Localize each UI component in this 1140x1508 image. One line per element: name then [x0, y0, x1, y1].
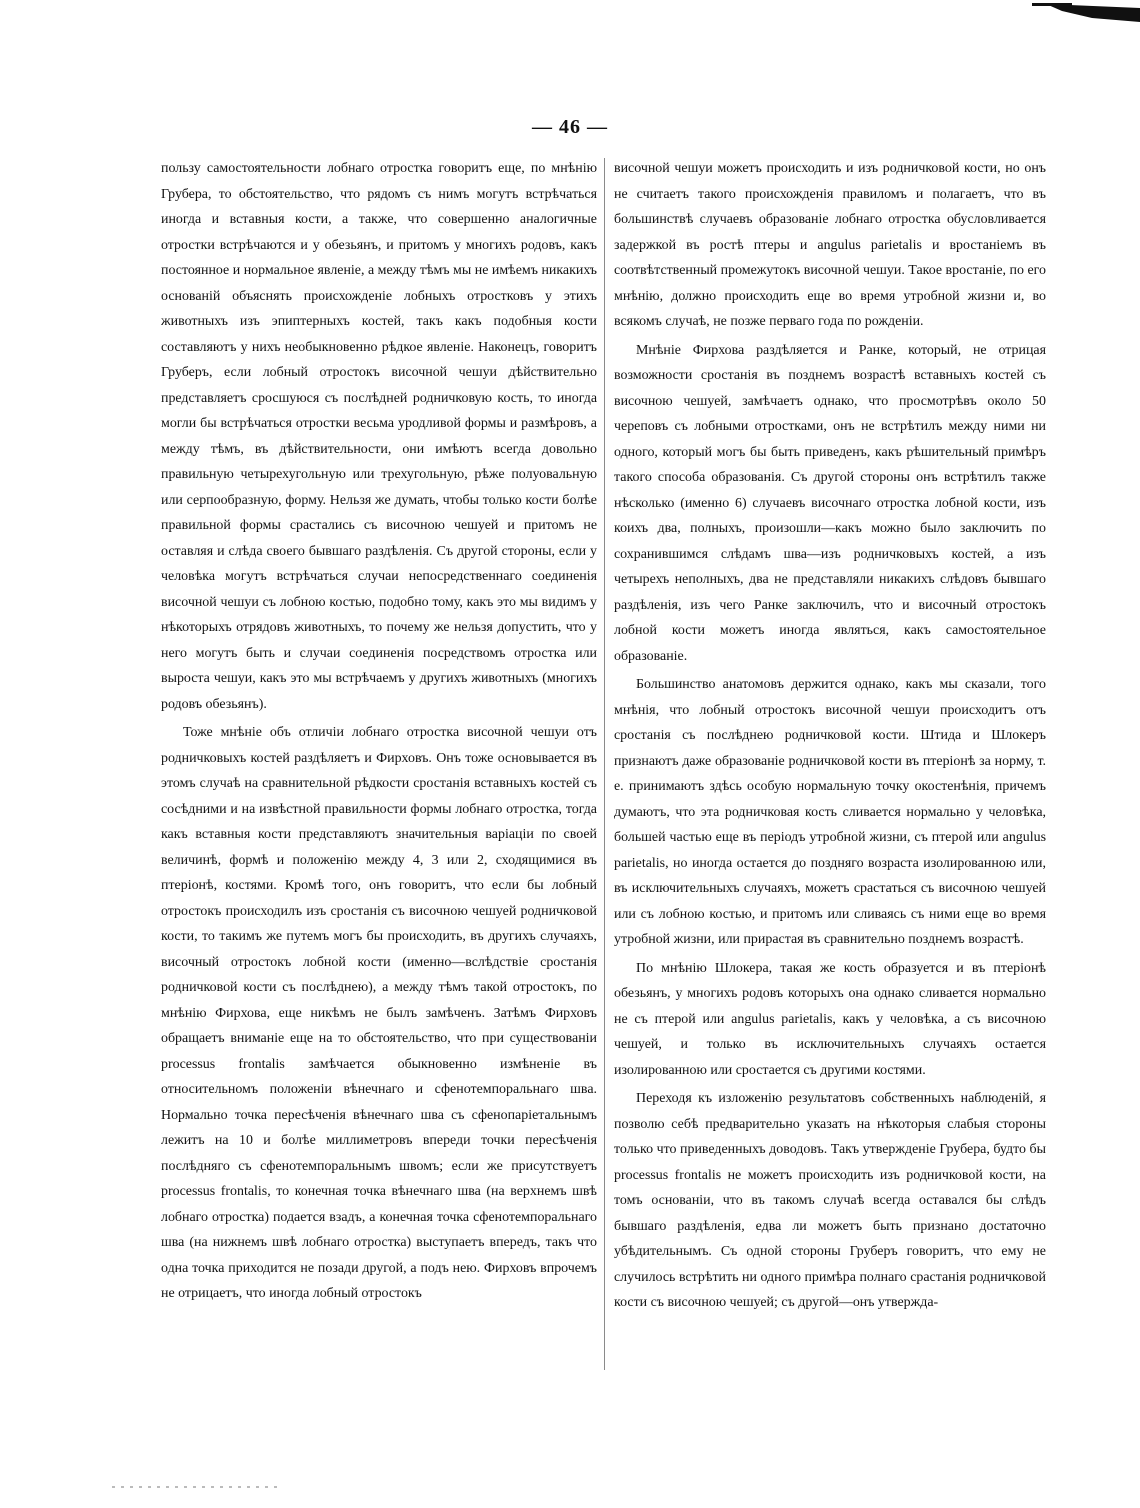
scan-edge-mark [1032, 0, 1140, 24]
page-number: — 46 — [532, 116, 608, 138]
paragraph: Большинство анатомовъ держится однако, какъ мы сказали, того мнѣнія, что лобный отростокъ височной чешуи происходитъ отъ сростанія съ послѣднею родничковой кости. Штида и Шлокеръ признаютъ даже образованіе родничковой кости въ птеріонѣ за норму, т. е. принимаютъ здѣсь особую нормальную точку окостенѣнія, причемъ думаютъ, что эта родничковая кость сливается нормально у человѣка, большей частью еще въ періодъ утробной жизни, съ птерой или angulus parietalis, но иногда остается до поздняго возраста изолированною или, въ исключительныхъ случаяхъ, можетъ срастаться съ височною чешуей или съ лобною костью, и притомъ или сливаясь съ ними еще во время утробной жизни, или прирастая въ сравнительно позднемъ возрастѣ. [614, 677, 1046, 947]
paragraph: Тоже мнѣніе объ отличіи лобнаго отростка височной чешуи отъ родничковыхъ костей раздѣляетъ и Фирховъ. Онъ тоже основывается въ этомъ случаѣ на сравнительной рѣдкости сростанія вставныхъ костей съ сосѣдними и на извѣстной правильности формы лобнаго отростка, тогда какъ вставныя кости представляютъ значительныя варіаціи по своей величинѣ, формѣ и положенію между 4, 3 или 2, сходящимися въ птеріонѣ, костями. Кромѣ того, онъ говоритъ, что если бы лобный отростокъ происходилъ изъ сростанія съ височною чешуей родничковой кости, то такимъ же путемъ могъ бы происходить, въ другихъ случаяхъ, височный отростокъ лобной кости (именно—вслѣдствіе сростанія родничковой кости съ послѣднею), а между тѣмъ такой отростокъ, по мнѣнію Фирхова, еще никѣмъ не былъ замѣченъ. Затѣмъ Фирховъ обращаетъ вниманіе еще на то обстоятельство, что при существованіи processus frontalis замѣчается обыкновенно измѣненіе въ относительномъ положеніи вѣнечнаго и сфенотемпоральнаго шва. Нормально точка пересѣченія вѣнечнаго шва съ сфенопаріетальнымъ лежитъ на 10 и болѣе миллиметровъ впереди точки пересѣченія послѣдняго съ сфенотемпоральнымъ швомъ; если же присутствуетъ processus frontalis, то конечная точка вѣнечнаго шва (на верхнемъ швѣ лобнаго отростка) подается взадъ, а конечная точка сфенотемпоральнаго шва (на нижнемъ швѣ лобнаго отростка) выступаетъ впередъ, такъ что одна точка приходится не позади другой, а подъ нею. Фирховъ впрочемъ не отрицаетъ, что иногда лобный отростокъ [161, 725, 597, 1301]
scan-dash-mark [112, 1484, 282, 1490]
paragraph: височной чешуи можетъ происходить и изъ родничковой кости, но онъ не считаетъ такого происхожденія правиломъ и полагаетъ, что въ большинствѣ случаевъ образованіе лобнаго отростка обусловливается задержкой въ ростѣ птеры и angulus parietalis и вростаніемъ въ соотвѣтственный промежутокъ височной чешуи. Такое вростаніе, по его мнѣнію, должно происходить еще во время утробной жизни и, во всякомъ случаѣ, не позже перваго года по рожденіи. [614, 161, 1046, 329]
left-column [161, 156, 597, 1376]
paragraph: пользу самостоятельности лобнаго отростка говоритъ еще, по мнѣнію Грубера, то обстоятельство, что рядомъ съ нимъ могутъ встрѣчаться иногда и вставныя кости, а также, что совершенно аналогичные отростки встрѣчаются и у обезьянъ, и притомъ у многихъ родовъ, какъ постоянное и нормальное явленіе, а между тѣмъ мы не имѣемъ никакихъ основаній объяснять происхожденіе лобныхъ отростковъ у этихъ животныхъ изъ эпиптерныхъ костей, такъ какъ подобныя кости составляютъ у нихъ необыкновенно рѣдкое явленіе. Наконецъ, говоритъ Груберъ, если лобный отростокъ височной чешуи дѣйствительно представляетъ сросшуюся съ послѣдней родничковую кость, то иногда могли бы встрѣчаться отростки весьма уродливой формы и размѣровъ, а между тѣмъ, въ дѣйствительности, они имѣютъ всегда довольно правильную четырехугольную или трехугольную, рѣже полуовальную или серпообразную, форму. Нельзя же думать, чтобы только кости болѣе правильной формы срастались съ височною чешуей и притомъ не оставляя и слѣда своего бывшаго раздѣленія. Съ другой стороны, если у человѣка могутъ встрѣчаться случаи непосредственнаго соединенія височной чешуи съ лобною костью, подобно тому, какъ это мы видимъ у нѣкоторыхъ отрядовъ животныхъ, то почему же нельзя допустить, что у него могутъ быть и случаи соединенія посредствомъ отростка или выроста чешуи, какъ это мы встрѣчаемъ у другихъ животныхъ (многихъ родовъ обезьянъ). [161, 161, 597, 712]
right-column [614, 156, 1046, 1376]
paragraph: По мнѣнію Шлокера, такая же кость образуется и въ птеріонѣ обезьянъ, у многихъ родовъ которыхъ она однако сливается нормально не съ птерой или angulus parietalis, какъ у человѣка, а съ височною чешуей, и только въ исключительныхъ случаяхъ остается изолированною или сростается съ другими костями. [614, 960, 1046, 1078]
paragraph: Переходя къ изложенію результатовъ собственныхъ наблюденій, я позволю себѣ предварительно указать на нѣкоторыя слабыя стороны только что приведенныхъ доводовъ. Такъ утвержденіе Грубера, будто бы processus frontalis не можетъ происходить изъ родничковой кости, на томъ основаніи, что въ такомъ случаѣ всегда оставался бы слѣдъ бывшаго раздѣленія, едва ли можетъ быть признано достаточно убѣдительнымъ. Съ одной стороны Груберъ говоритъ, что ему не случилось встрѣтить ни одного примѣра полнаго срастанія родничковой кости съ височною чешуей; съ другой—онъ утвержда- [614, 1091, 1046, 1310]
column-divider [604, 158, 605, 1370]
paragraph: Мнѣніе Фирхова раздѣляется и Ранке, который, не отрицая возможности сростанія въ позднемъ возрастѣ вставныхъ костей съ височною чешуей, замѣчаетъ однако, что просмотрѣвъ около 50 череповъ съ лобными отростками, онъ не встрѣтилъ между ними ни одного, который могъ бы быть приведенъ, какъ рѣшительный примѣръ такого способа образованія. Съ другой стороны онъ встрѣтилъ также нѣсколько (именно 6) случаевъ височнаго отростка лобной кости, изъ коихъ два, полныхъ, произошли—какъ можно было заключить по сохранившимся слѣдамъ шва—изъ родничковыхъ костей, а изъ четырехъ неполныхъ, два не представляли никакихъ слѣдовъ бывшаго раздѣленія, изъ чего Ранке заключилъ, что и височный отростокъ лобной кости можетъ иногда являться, какъ самостоятельное образованіе. [614, 342, 1046, 664]
